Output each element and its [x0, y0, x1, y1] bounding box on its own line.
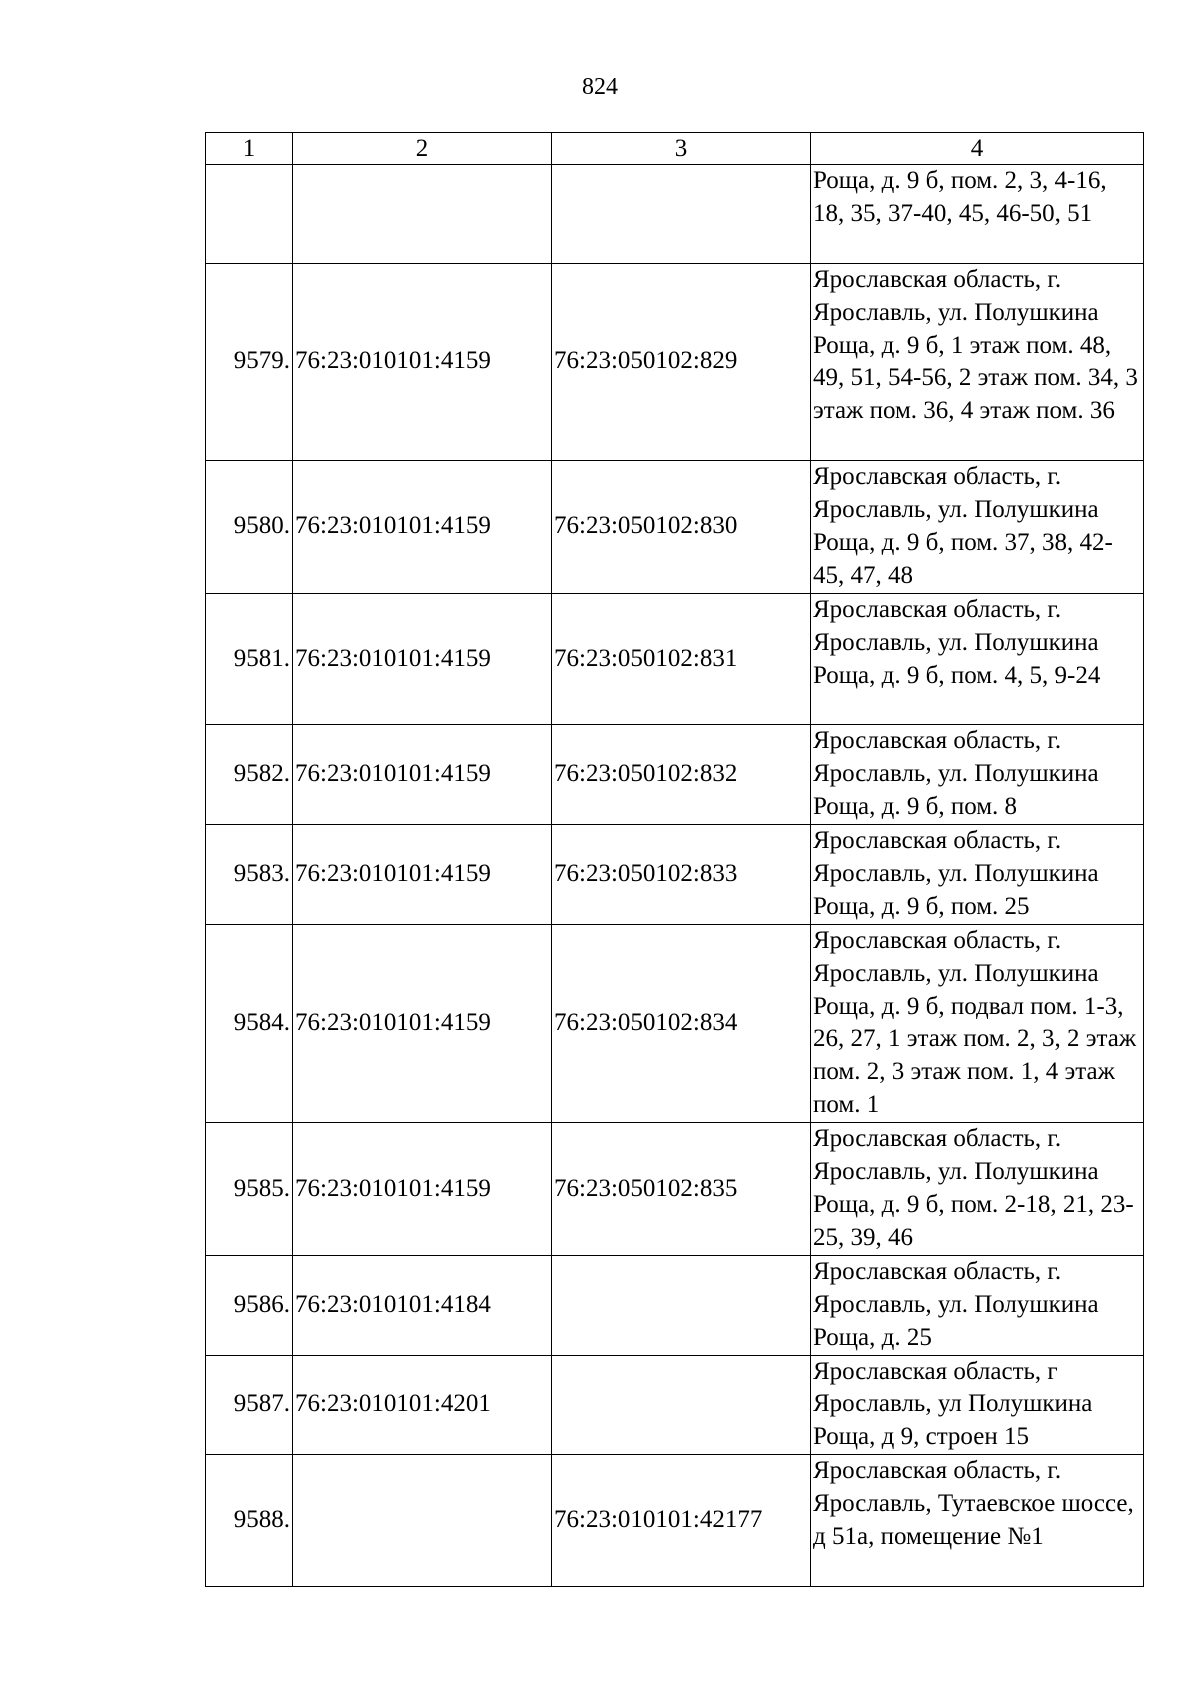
cadastral-number-object: 76:23:050102:833 [552, 825, 811, 925]
cadastral-number-land: 76:23:010101:4159 [293, 263, 552, 460]
cadastral-number-land: 76:23:010101:4159 [293, 924, 552, 1122]
column-header-3: 3 [552, 133, 811, 165]
row-number: 9579. [206, 263, 293, 460]
cadastral-number-object: 76:23:050102:829 [552, 263, 811, 460]
address: Ярославская область, г. Ярославль, ул. Полушкина Роща, д. 9 б, пом. 4, 5, 9-24 [811, 593, 1144, 725]
table-row [206, 1123, 1144, 1256]
cadastral-number-object: 76:23:050102:834 [552, 924, 811, 1122]
cadastral-number-land: 76:23:010101:4159 [293, 461, 552, 594]
table-row [206, 593, 1144, 725]
cadastral-number-land: 76:23:010101:4184 [293, 1255, 552, 1355]
cadastral-number-land: 76:23:010101:4201 [293, 1355, 552, 1455]
address: Ярославская область, г. Ярославль, Тутаевское шоссе, д 51а, помещение №1 [811, 1455, 1144, 1587]
row-number: 9588. [206, 1455, 293, 1587]
cadastral-number-land: 76:23:010101:4159 [293, 825, 552, 925]
cadastral-number-object: 76:23:050102:832 [552, 725, 811, 825]
address: Ярославская область, г. Ярославль, ул. Полушкина Роща, д. 9 б, пом. 8 [811, 725, 1144, 825]
header-row [206, 133, 1144, 165]
column-header-4: 4 [811, 133, 1144, 165]
address: Ярославская область, г. Ярославль, ул. Полушкина Роща, д. 9 б, 1 этаж пом. 48, 49, 51, 54-56, 2 этаж пом. 34, 3 этаж пом. 36, 4 этаж пом. 36 [811, 263, 1144, 460]
row-number: 9580. [206, 461, 293, 594]
column-header-1: 1 [206, 133, 293, 165]
address: Ярославская область, г. Ярославль, ул. Полушкина Роща, д. 9 б, подвал пом. 1-3, 26, 27, 1 этаж пом. 2, 3, 2 этаж пом. 2, 3 этаж пом. 1, 4 этаж пом. 1 [811, 924, 1144, 1122]
cadastral-number-object: 76:23:010101:42177 [552, 1455, 811, 1587]
cadastral-number-land: 76:23:010101:4159 [293, 1123, 552, 1256]
table-row [206, 725, 1144, 825]
column-header-2: 2 [293, 133, 552, 165]
cadastral-number-land [293, 1455, 552, 1587]
table-row [206, 165, 1144, 264]
address: Ярославская область, г. Ярославль, ул. Полушкина Роща, д. 9 б, пом. 2-18, 21, 23-25, 39, 46 [811, 1123, 1144, 1256]
address: Ярославская область, г. Ярославль, ул. Полушкина Роща, д. 25 [811, 1255, 1144, 1355]
row-number: 9583. [206, 825, 293, 925]
row-number: 9585. [206, 1123, 293, 1256]
cadastral-number-object: 76:23:050102:835 [552, 1123, 811, 1256]
address: Ярославская область, г. Ярославль, ул. Полушкина Роща, д. 9 б, пом. 37, 38, 42-45, 47, 48 [811, 461, 1144, 594]
row-number: 9582. [206, 725, 293, 825]
cadastral-number-object: 76:23:050102:830 [552, 461, 811, 594]
table-body [206, 165, 1144, 1587]
table-row [206, 263, 1144, 460]
registry-table [205, 132, 1144, 1587]
row-number [206, 165, 293, 264]
row-number: 9584. [206, 924, 293, 1122]
cadastral-number-land: 76:23:010101:4159 [293, 725, 552, 825]
table-header [206, 133, 1144, 165]
cadastral-number-object [552, 165, 811, 264]
row-number: 9587. [206, 1355, 293, 1455]
table-row [206, 1455, 1144, 1587]
cadastral-number-object [552, 1355, 811, 1455]
row-number: 9581. [206, 593, 293, 725]
table-row [206, 924, 1144, 1122]
page-number: 824 [582, 74, 618, 100]
table-row [206, 461, 1144, 594]
table-row [206, 825, 1144, 925]
address: Ярославская область, г. Ярославль, ул. Полушкина Роща, д. 9 б, пом. 25 [811, 825, 1144, 925]
cadastral-number-object [552, 1255, 811, 1355]
cadastral-number-land [293, 165, 552, 264]
table-row [206, 1255, 1144, 1355]
table-row [206, 1355, 1144, 1455]
address: Роща, д. 9 б, пом. 2, 3, 4-16, 18, 35, 37-40, 45, 46-50, 51 [811, 165, 1144, 264]
cadastral-number-land: 76:23:010101:4159 [293, 593, 552, 725]
cadastral-number-object: 76:23:050102:831 [552, 593, 811, 725]
address: Ярославская область, г Ярославль, ул Полушкина Роща, д 9, строен 15 [811, 1355, 1144, 1455]
row-number: 9586. [206, 1255, 293, 1355]
